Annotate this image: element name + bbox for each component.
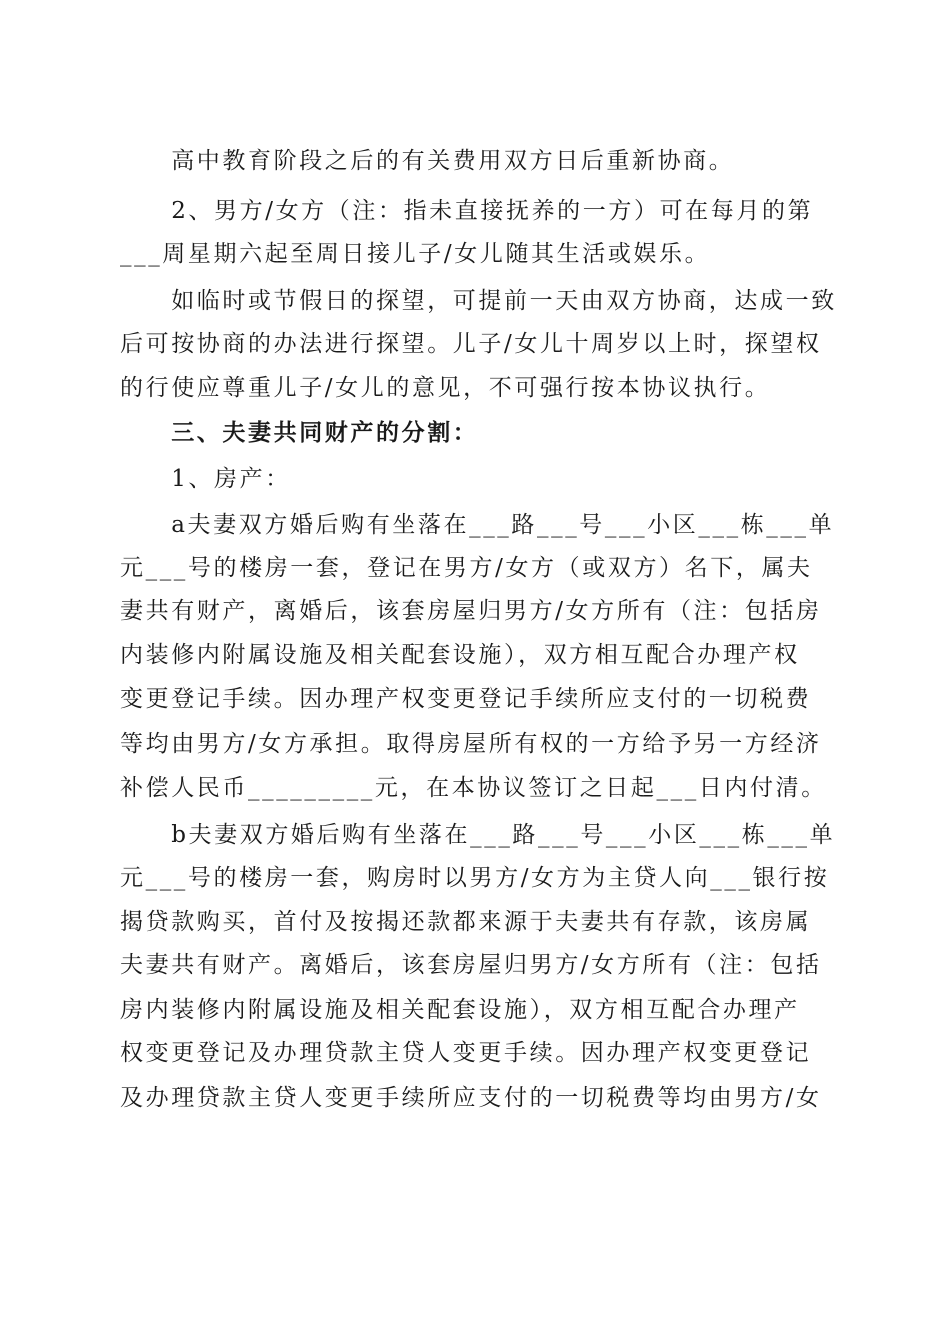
paragraph-line: 权变更登记及办理贷款主贷人变更手续。因办理产权变更登记	[120, 1040, 812, 1066]
paragraph-line: 夫妻共有财产。离婚后，该套房屋归男方/女方所有（注：包括	[120, 952, 822, 978]
paragraph-line: 揭贷款购买，首付及按揭还款都来源于夫妻共有存款，该房属	[120, 909, 812, 935]
paragraph-line: 高中教育阶段之后的有关费用双方日后重新协商。	[120, 148, 735, 174]
paragraph-line: 后可按协商的办法进行探望。儿子/女儿十周岁以上时，探望权	[120, 331, 822, 357]
paragraph-line: 房内装修内附属设施及相关配套设施），双方相互配合办理产	[120, 997, 800, 1023]
paragraph-line: a夫妻双方婚后购有坐落在___路___号___小区___栋___单	[120, 512, 835, 538]
paragraph-line: 的行使应尊重儿子/女儿的意见，不可强行按本协议执行。	[120, 375, 771, 401]
paragraph-line: 补偿人民币_________元，在本协议签订之日起___日内付清。	[120, 775, 827, 801]
paragraph-line: 元___号的楼房一套，购房时以男方/女方为主贷人向___银行按	[120, 865, 830, 891]
paragraph-line: 及办理贷款主贷人变更手续所应支付的一切税费等均由男方/女	[120, 1085, 822, 1111]
section-heading: 三、夫妻共同财产的分割：	[120, 419, 479, 446]
paragraph-line: ___周星期六起至周日接儿子/女儿随其生活或娱乐。	[120, 241, 711, 267]
paragraph-line: 内装修内附属设施及相关配套设施），双方相互配合办理产权	[120, 642, 800, 668]
paragraph-line: 妻共有财产，离婚后，该套房屋归男方/女方所有（注：包括房	[120, 598, 822, 624]
paragraph-line: 元___号的楼房一套，登记在男方/女方（或双方）名下，属夫	[120, 555, 813, 581]
paragraph-line: 2、男方/女方（注：指未直接抚养的一方）可在每月的第	[120, 198, 814, 224]
paragraph-line: 变更登记手续。因办理产权变更登记手续所应支付的一切税费	[120, 686, 812, 712]
subsection-heading: 1、房产：	[120, 466, 291, 492]
paragraph-line: b夫妻双方婚后购有坐落在___路___号___小区___栋___单	[120, 822, 836, 848]
paragraph-line: 等均由男方/女方承担。取得房屋所有权的一方给予另一方经济	[120, 731, 822, 757]
paragraph-line: 如临时或节假日的探望，可提前一天由双方协商，达成一致	[120, 288, 837, 314]
